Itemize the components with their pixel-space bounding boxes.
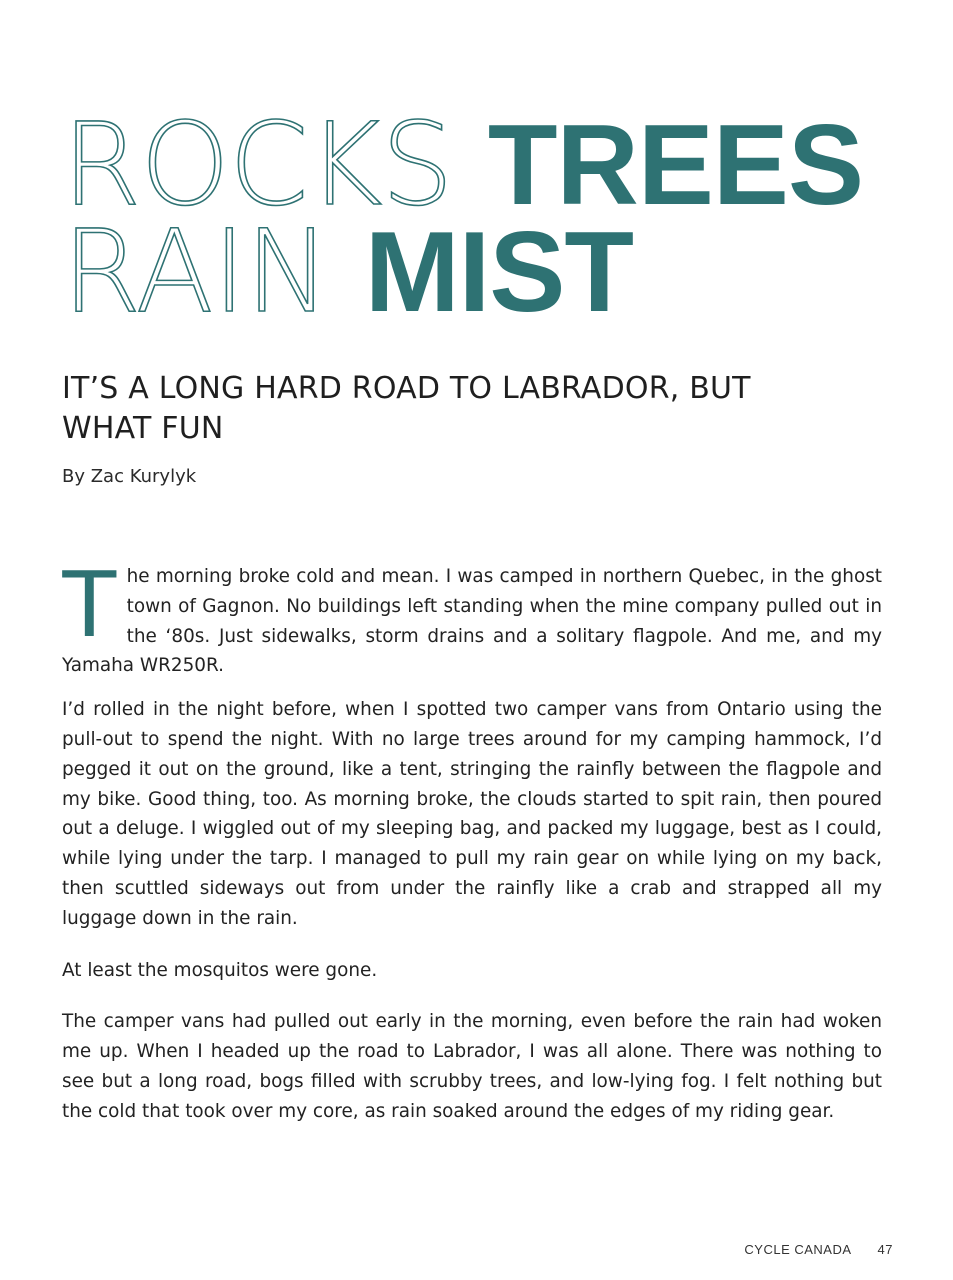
subhead: IT’S A LONG HARD ROAD TO LABRADOR, BUT WHAT FUN xyxy=(62,371,751,446)
headline-line-2 xyxy=(62,205,634,338)
page-footer xyxy=(744,1242,893,1257)
headline xyxy=(62,98,863,338)
page-number: 47 xyxy=(877,1242,893,1257)
article-paragraph-3: At least the mosquitos were gone. xyxy=(62,959,378,981)
headline-word-rain: RAIN xyxy=(62,205,365,338)
article-paragraph-2: I’d rolled in the night before, when I spotted two camper vans from Ontario using the pull-out to spend the night. With no large trees around for my camping hammock, I’d pegged it out on the ground, like a tent, stringing the rainfly between the flagpole and my bike. Good thing, too. As morning broke, the clouds started to spit rain, then poured out a deluge. I wiggled out of my sleeping bag, and packed my luggage, best as I could, while lying under the tarp. I managed to pull my rain gear on while lying on my back, then scuttled sideways out from under the rainfly like a crab and strapped all my luggage down in the rain. xyxy=(62,699,882,929)
drop-cap: T xyxy=(60,550,119,657)
article-paragraph-4: The camper vans had pulled out early in the morning, even before the rain had woken me up. When I headed up the road to Labrador, I was all alone. There was nothing to see but a long road, bogs filled with scrubby trees, and low-lying fog. I felt nothing but the cold that took over my core, as rain soaked around the edges of my riding gear. xyxy=(62,1011,882,1122)
headline-word-mist: MIST xyxy=(364,209,634,336)
headline-word-rocks: ROCKS xyxy=(62,98,488,231)
byline: By Zac Kurylyk xyxy=(62,466,197,487)
article-paragraph-1-text: he morning broke cold and mean. I was camped in northern Quebec, in the ghost town of Gagnon. No buildings left standing when the mine company pulled out in the ‘80s. Just sidewalks, storm drains and a solitary flagpole. And me, and my Yamaha WR250R. xyxy=(62,566,882,677)
publication-name: CYCLE CANADA xyxy=(744,1242,852,1257)
article-paragraph-1 xyxy=(60,550,882,681)
article-body xyxy=(60,550,882,1149)
headline-word-trees: TREES xyxy=(487,102,863,229)
